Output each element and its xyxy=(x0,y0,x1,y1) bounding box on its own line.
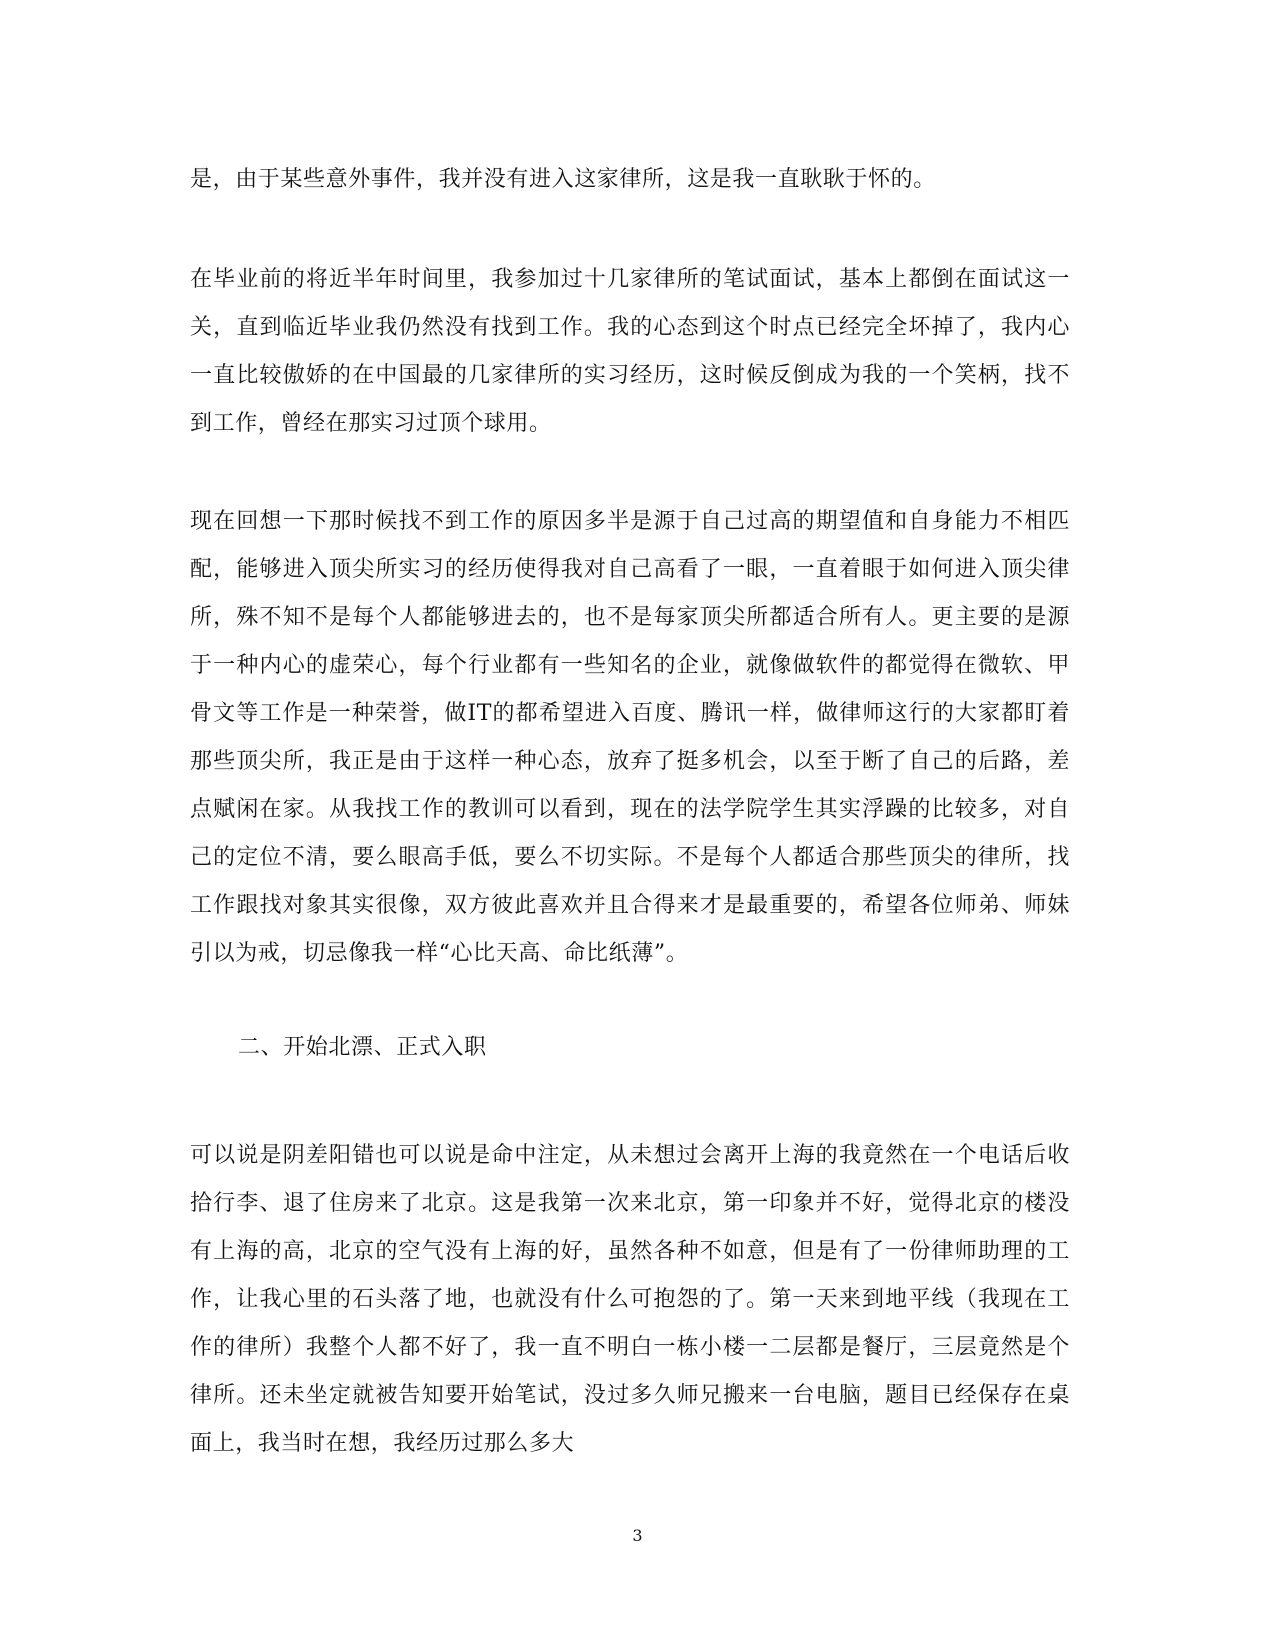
paragraph-3: 现在回想一下那时候找不到工作的原因多半是源于自己过高的期望值和自身能力不相匹配，能够进入顶尖所实习的经历使得我对自己高看了一眼，一直着眼于如何进入顶尖律所，殊不知不是每个人都能够进去的，也不是每家顶尖所都适合所有人。更主要的是源于一种内心的虚荣心，每个行业都有一些知名的企业，就像做软件的都觉得在微软、甲骨文等工作是一种荣誉，做IT的都希望进入百度、腾讯一样，做律师这行的大家都盯着那些顶尖所，我正是由于这样一种心态，放弃了挺多机会，以至于断了自己的后路，差点赋闲在家。从我找工作的教训可以看到，现在的法学院学生其实浮躁的比较多，对自己的定位不清，要么眼高手低，要么不切实际。不是每个人都适合那些顶尖的律所，找工作跟找对象其实很像，双方彼此喜欢并且合得来才是最重要的，希望各位师弟、师妹引以为戒，切忌像我一样“心比天高、命比纸薄”。 xyxy=(190,509,1070,966)
paragraph-2: 在毕业前的将近半年时间里，我参加过十几家律所的笔试面试，基本上都倒在面试这一关，直到临近毕业我仍然没有找到工作。我的心态到这个时点已经完全坏掉了，我内心一直比较傲娇的在中国最的几家律所的实习经历，这时候反倒成为我的一个笑柄，找不到工作，曾经在那实习过顶个球用。 xyxy=(190,267,1070,436)
page-number: 3 xyxy=(632,1526,643,1545)
paragraph-4: 可以说是阴差阳错也可以说是命中注定，从未想过会离开上海的我竟然在一个电话后收拾行李、退了住房来了北京。这是我第一次来北京，第一印象并不好，觉得北京的楼没有上海的高，北京的空气没有上海的好，虽然各种不如意，但是有了一份律师助理的工作，让我心里的石头落了地，也就没有什么可抱怨的了。第一天来到地平线（我现在工作的律所）我整个人都不好了，我一直不明白一栋小楼一二层都是餐厅，三层竟然是个律所。还未坐定就被告知要开始笔试，没过多久师兄搬来一台电脑，题目已经保存在桌面上，我当时在想，我经历过那么多大 xyxy=(190,1143,1070,1456)
paragraph-1: 是，由于某些意外事件，我并没有进入这家律所，这是我一直耿耿于怀的。 xyxy=(190,167,936,192)
section-heading: 二、开始北漂、正式入职 xyxy=(238,1035,487,1060)
